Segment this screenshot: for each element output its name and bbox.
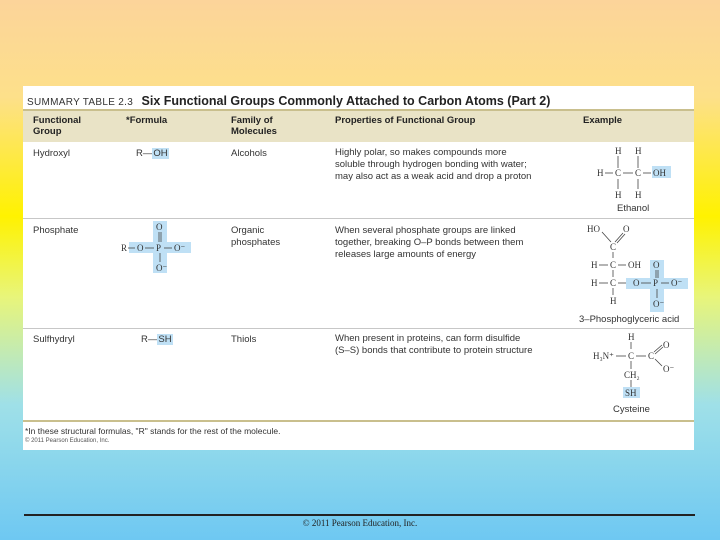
row-formula: R—SH <box>141 334 172 345</box>
row-divider <box>23 218 694 219</box>
row-family: Organic phosphates <box>231 225 281 248</box>
slide-footer-rule <box>24 514 695 516</box>
phosphate-formula <box>119 220 199 278</box>
ethanol-label: Ethanol <box>617 203 650 214</box>
phosphoglyceric-acid-label: 3–Phosphoglyceric acid <box>579 314 680 325</box>
header-family: Family of Molecules <box>231 115 277 137</box>
svg-text:C: C <box>615 168 622 178</box>
svg-text:C: C <box>628 351 635 361</box>
table-footnote: *In these structural formulas, "R" stands for the rest of the molecule. <box>25 426 281 436</box>
svg-text:O: O <box>156 222 163 232</box>
header-functional-group: Functional Group <box>33 115 82 137</box>
row-divider <box>23 328 694 329</box>
row-properties: Highly polar, so makes compounds more soluble through hydrogen bonding with water; may also act as a weak acid and drop a proton <box>335 147 532 182</box>
svg-text:P: P <box>156 243 162 253</box>
svg-text:O: O <box>653 260 660 270</box>
header-properties: Properties of Functional Group <box>335 115 476 126</box>
svg-text:CH₂: CH₂ <box>624 370 640 380</box>
header-formula: *Formula <box>126 115 168 126</box>
svg-text:HO: HO <box>587 224 600 234</box>
svg-text:P: P <box>653 278 659 288</box>
svg-text:H: H <box>597 168 604 178</box>
svg-text:OH: OH <box>653 168 666 178</box>
svg-text:H: H <box>615 146 622 156</box>
svg-text:R: R <box>121 243 128 253</box>
svg-text:H: H <box>628 332 635 342</box>
svg-text:H: H <box>635 190 642 200</box>
svg-text:O⁻: O⁻ <box>663 364 675 374</box>
table-source: © 2011 Pearson Education, Inc. <box>25 438 110 444</box>
svg-text:O: O <box>663 340 670 350</box>
svg-text:H: H <box>610 296 617 306</box>
svg-text:H: H <box>591 260 598 270</box>
table-footer-rule <box>23 420 694 422</box>
ethanol-structure <box>593 144 693 218</box>
svg-text:O⁻: O⁻ <box>653 299 665 309</box>
svg-text:O⁻: O⁻ <box>671 278 683 288</box>
svg-text:H₃N⁺: H₃N⁺ <box>593 351 614 361</box>
svg-text:O⁻: O⁻ <box>156 263 168 273</box>
row-family: Thiols <box>231 334 257 345</box>
row-group-name: Hydroxyl <box>33 148 70 159</box>
svg-text:OH: OH <box>628 260 641 270</box>
svg-text:C: C <box>610 260 617 270</box>
svg-text:C: C <box>610 242 617 252</box>
svg-text:H: H <box>635 146 642 156</box>
svg-text:O: O <box>623 224 630 234</box>
row-family: Alcohols <box>231 148 267 159</box>
cysteine-structure <box>591 330 689 420</box>
row-properties: When several phosphate groups are linked together, breaking O–P bonds between them releases large amounts of energy <box>335 225 524 260</box>
summary-table-panel <box>23 86 694 450</box>
row-formula: R—OH <box>136 148 168 159</box>
table-header <box>23 109 694 142</box>
table-title: Six Functional Groups Commonly Attached to Carbon Atoms (Part 2) <box>141 94 551 108</box>
row-properties: When present in proteins, can form disulfide (S–S) bonds that contribute to protein structure <box>335 333 533 356</box>
row-group-name: Sulfhydryl <box>33 334 75 345</box>
table-title-row <box>27 92 550 110</box>
table-label: SUMMARY TABLE 2.3 <box>27 97 134 108</box>
svg-text:O: O <box>633 278 640 288</box>
slide-copyright: © 2011 Pearson Education, Inc. <box>302 518 418 528</box>
cysteine-label: Cysteine <box>613 404 650 415</box>
svg-text:C: C <box>648 351 655 361</box>
phosphoglyceric-acid-structure <box>579 222 691 328</box>
svg-text:O⁻: O⁻ <box>174 243 186 253</box>
header-example: Example <box>583 115 623 126</box>
svg-text:C: C <box>610 278 617 288</box>
svg-text:O: O <box>137 243 144 253</box>
row-group-name: Phosphate <box>33 225 79 236</box>
svg-text:H: H <box>615 190 622 200</box>
svg-text:H: H <box>591 278 598 288</box>
svg-text:SH: SH <box>625 388 637 398</box>
svg-text:C: C <box>635 168 642 178</box>
